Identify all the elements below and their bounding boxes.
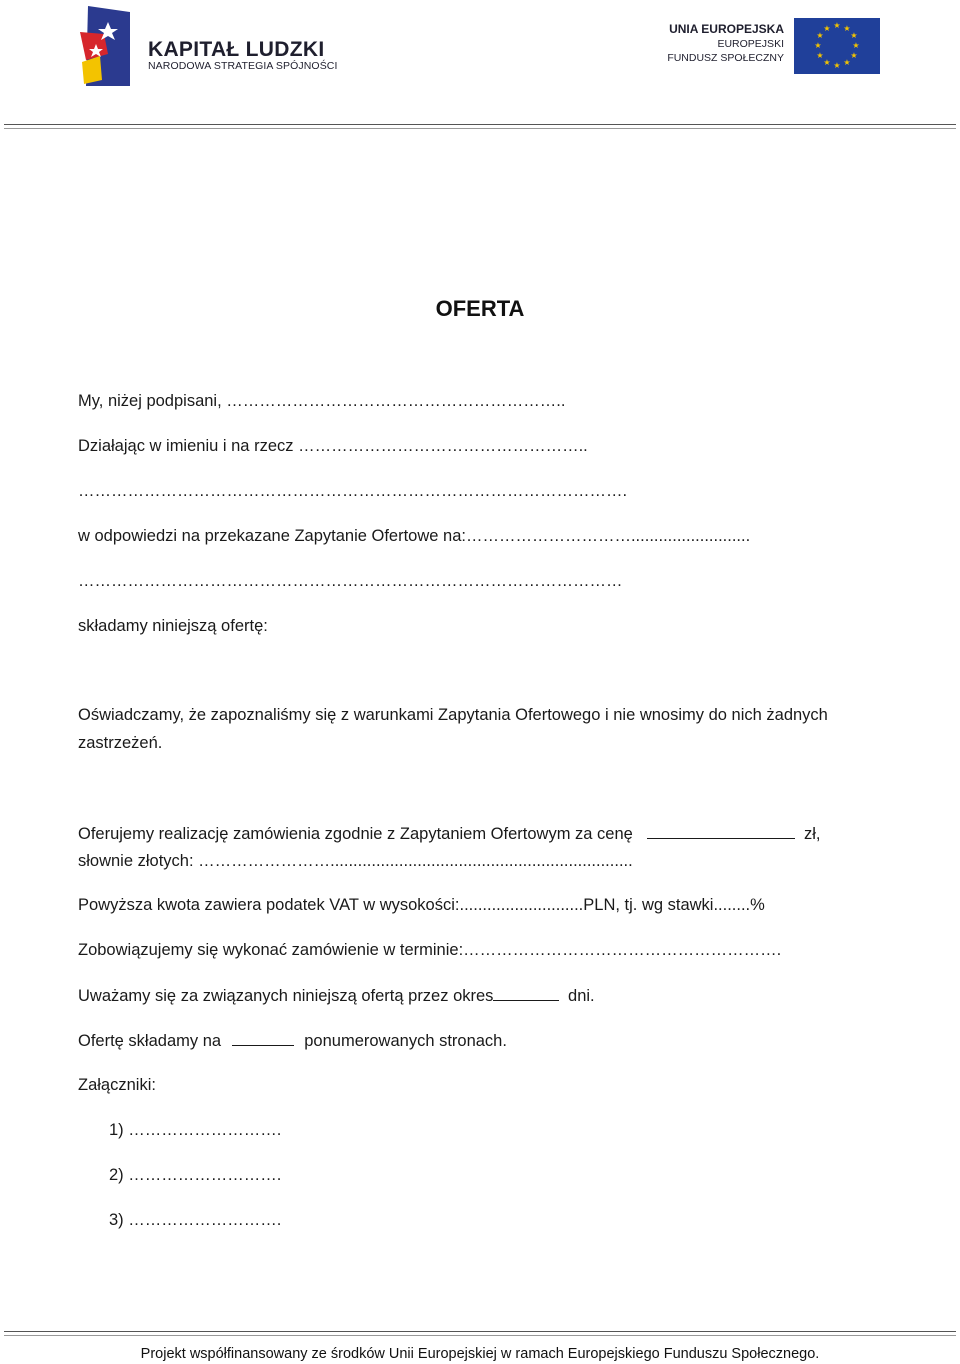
svg-text:★: ★	[850, 31, 858, 40]
svg-text:★: ★	[833, 61, 841, 70]
signatories-line: My, niżej podpisani, ……………………………………………………..	[78, 392, 566, 410]
page-count-line	[78, 1031, 507, 1051]
price-blank	[647, 824, 795, 839]
binding-period-line	[78, 986, 595, 1006]
eu-logo-line2: EUROPEJSKI	[717, 38, 784, 50]
kapital-ludzki-title: KAPITAŁ LUDZKI	[148, 38, 325, 61]
svg-text:★: ★	[823, 24, 831, 33]
on-behalf-continuation: ……………………………………………………………………………………….	[78, 482, 628, 500]
header-divider-thin	[4, 128, 956, 129]
eu-logo	[668, 14, 880, 76]
svg-text:★: ★	[843, 58, 851, 67]
header-divider	[4, 124, 956, 125]
attachment-item: 2) ……………………….	[109, 1166, 282, 1184]
footer-divider	[4, 1331, 956, 1332]
inquiry-continuation: ………………………………………………………………………………………	[78, 572, 623, 590]
footer-text: Projekt współfinansowany ze środków Unii Europejskiej w ramach Europejskiego Funduszu Społecznego.	[140, 1346, 820, 1362]
eu-logo-line3: FUNDUSZ SPOŁECZNY	[667, 52, 784, 64]
svg-text:★: ★	[816, 31, 824, 40]
inquiry-line: w odpowiedzi na przekazane Zapytanie Ofertowe na:…………………………..........................	[78, 527, 751, 545]
kapital-ludzki-logo	[78, 4, 338, 88]
kapital-ludzki-subtitle: NARODOWA STRATEGIA SPÓJNOŚCI	[148, 60, 338, 72]
svg-text:★: ★	[843, 24, 851, 33]
attachments-label: Załączniki:	[78, 1076, 156, 1094]
pages-suffix: ponumerowanych stronach.	[304, 1032, 507, 1050]
on-behalf-line: Działając w imieniu i na rzecz ……………………………………………..	[78, 437, 588, 455]
attachment-item: 3) ……………………….	[109, 1211, 282, 1229]
svg-text:★: ★	[814, 41, 822, 50]
document-title: OFERTA	[435, 296, 525, 321]
price-line	[78, 824, 821, 844]
vat-line: Powyższa kwota zawiera podatek VAT w wysokości:...........................PLN, tj. wg stawki........%	[78, 896, 765, 914]
price-suffix: zł,	[804, 825, 821, 843]
statement-line-1: Oświadczamy, że zapoznaliśmy się z warunkami Zapytania Ofertowego i nie wnosimy do nich żadnych	[78, 706, 828, 724]
page-count-blank	[232, 1031, 294, 1046]
svg-text:★: ★	[816, 51, 824, 60]
pages-prefix: Ofertę składamy na	[78, 1032, 222, 1050]
price-in-words: słownie złotych: ……………………..................................................................	[78, 852, 633, 870]
eu-flag-icon	[794, 18, 880, 74]
footer-divider-thin	[4, 1335, 956, 1336]
deadline-line: Zobowiązujemy się wykonać zamówienie w terminie:………………………………………………….	[78, 941, 782, 959]
svg-text:★: ★	[823, 58, 831, 67]
eu-logo-line1: UNIA EUROPEJSKA	[669, 22, 784, 36]
binding-days-blank	[493, 986, 559, 1001]
price-prefix: Oferujemy realizację zamówienia zgodnie z Zapytaniem Ofertowym za cenę	[78, 825, 633, 843]
submission-line: składamy niniejszą ofertę:	[78, 617, 268, 635]
svg-text:★: ★	[850, 51, 858, 60]
attachment-item: 1) ……………………….	[109, 1121, 282, 1139]
svg-text:★: ★	[833, 21, 841, 30]
binding-suffix: dni.	[568, 987, 595, 1005]
binding-prefix: Uważamy się za związanych niniejszą ofertą przez okres	[78, 987, 494, 1005]
svg-text:★: ★	[852, 41, 860, 50]
statement-line-2: zastrzeżeń.	[78, 734, 163, 752]
kapital-ludzki-emblem	[78, 4, 134, 88]
